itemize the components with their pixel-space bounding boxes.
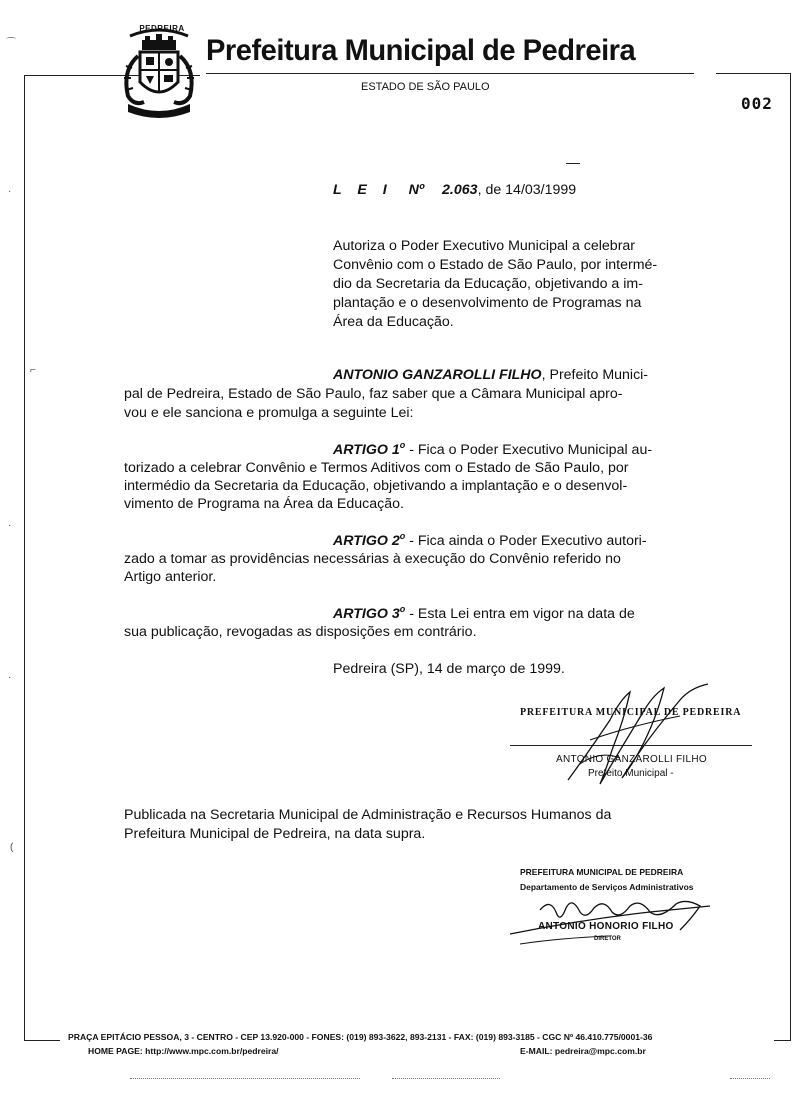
article-line: intermédio da Secretaria da Educação, objetivando a implantação e o desenvol- xyxy=(124,478,628,494)
preamble-rest: , Prefeito Munici- xyxy=(541,367,649,383)
article-text: - Fica ainda o Poder Executivo autori- xyxy=(405,533,647,549)
article-1-heading xyxy=(333,441,652,459)
law-lei-label: L E I xyxy=(333,182,393,198)
article-ordinal: o xyxy=(399,440,406,450)
summary-line: plantação e o desenvolvimento de Programas na xyxy=(333,295,642,311)
signatory-role: Prefeito Municipal - xyxy=(588,768,674,779)
article-ordinal: o xyxy=(399,531,406,541)
mayor-name: ANTONIO GANZAROLLI FILHO xyxy=(333,367,542,383)
summary-line: Autoriza o Poder Executivo Municipal a celebrar xyxy=(333,238,636,254)
margin-mark: ( xyxy=(10,842,14,853)
article-label: ARTIGO 3 xyxy=(333,606,400,622)
law-number: 2.063 xyxy=(442,182,478,198)
margin-mark: ⌐ xyxy=(30,365,36,376)
stamp-header: PREFEITURA MUNICIPAL DE PEDREIRA xyxy=(520,867,684,877)
place-date: Pedreira (SP), 14 de março de 1999. xyxy=(333,661,565,677)
page-subtitle: ESTADO DE SÃO PAULO xyxy=(361,81,490,93)
frame-left-line xyxy=(24,75,25,1040)
margin-mark: · xyxy=(8,520,12,531)
crest-bottom-text: PORCELANA xyxy=(145,111,177,117)
handwritten-signature-icon xyxy=(560,680,720,790)
stamp-department: Departamento de Serviços Administrativos xyxy=(520,882,694,892)
footer-email: E-MAIL: pedreira@mpc.com.br xyxy=(520,1046,646,1056)
article-label: ARTIGO 1 xyxy=(333,442,400,458)
separator-mark xyxy=(566,163,580,164)
signatory-name: ANTONIO HONORIO FILHO xyxy=(538,921,674,932)
coat-of-arms-icon xyxy=(118,26,200,120)
article-ordinal: o xyxy=(399,604,406,614)
margin-mark: · xyxy=(8,186,12,197)
article-line: vimento de Programa na Área da Educação. xyxy=(124,496,404,512)
page-title: Prefeitura Municipal de Pedreira xyxy=(206,34,636,67)
article-2-heading xyxy=(333,532,647,550)
bottom-dotted-line xyxy=(392,1078,500,1079)
publication-line: Publicada na Secretaria Municipal de Administração e Recursos Humanos da xyxy=(124,807,612,823)
article-line: zado a tomar as providências necessárias à execução do Convênio referido no xyxy=(124,551,621,567)
law-number-label: Nº xyxy=(408,182,425,198)
signatory-role: DIRETOR xyxy=(594,936,621,942)
frame-right-line xyxy=(790,73,791,1040)
preamble-line: vou e ele sanciona e promulga a seguinte Lei: xyxy=(124,405,414,421)
frame-bottom-right-line xyxy=(774,1040,791,1041)
article-line: torizado a celebrar Convênio e Termos Aditivos com o Estado de São Paulo, por xyxy=(124,460,629,476)
footer-homepage: HOME PAGE: http://www.mpc.com.br/pedreira/ xyxy=(88,1046,279,1056)
summary-line: Convênio com o Estado de São Paulo, por intermé- xyxy=(333,257,658,273)
signature-stamp-header: PREFEITURA MUNICIPAL DE PEDREIRA xyxy=(520,707,742,718)
article-text: - Esta Lei entra em vigor na data de xyxy=(405,606,635,622)
summary-line: Área da Educação. xyxy=(333,314,454,330)
frame-top-right-line xyxy=(716,73,791,74)
article-3-heading xyxy=(333,605,635,623)
title-underline xyxy=(206,73,694,74)
publication-line: Prefeitura Municipal de Pedreira, na data supra. xyxy=(124,826,426,842)
preamble-line xyxy=(333,366,648,384)
article-label: ARTIGO 2 xyxy=(333,533,400,549)
law-date: , de 14/03/1999 xyxy=(477,182,577,198)
article-line: sua publicação, revogadas as disposições em contrário. xyxy=(124,624,477,640)
summary-line: dio da Secretaria da Educação, objetivando a im- xyxy=(333,276,643,292)
article-text: - Fica o Poder Executivo Municipal au- xyxy=(405,442,653,458)
article-line: Artigo anterior. xyxy=(124,569,217,585)
bottom-dotted-line xyxy=(730,1078,770,1079)
crest-top-text: PEDREIRA xyxy=(139,24,185,33)
footer-address: PRAÇA EPITÁCIO PESSOA, 3 - CENTRO - CEP 13.920-000 - FONES: (019) 893-3622, 893-2131 - FAX: (019) 893-3185 - CGC Nº 46.410.775/0001-36 xyxy=(68,1032,653,1042)
preamble-line: pal de Pedreira, Estado de São Paulo, faz saber que a Câmara Municipal apro- xyxy=(124,386,623,402)
margin-mark: ⌒ xyxy=(6,38,16,49)
signatory-name: ANTONIO GANZAROLLI FILHO xyxy=(556,754,707,765)
bottom-dotted-line xyxy=(130,1078,360,1079)
law-heading xyxy=(333,181,576,199)
page-number: 002 xyxy=(741,94,773,113)
frame-bottom-left-line xyxy=(24,1040,60,1041)
margin-mark: · xyxy=(8,672,12,683)
